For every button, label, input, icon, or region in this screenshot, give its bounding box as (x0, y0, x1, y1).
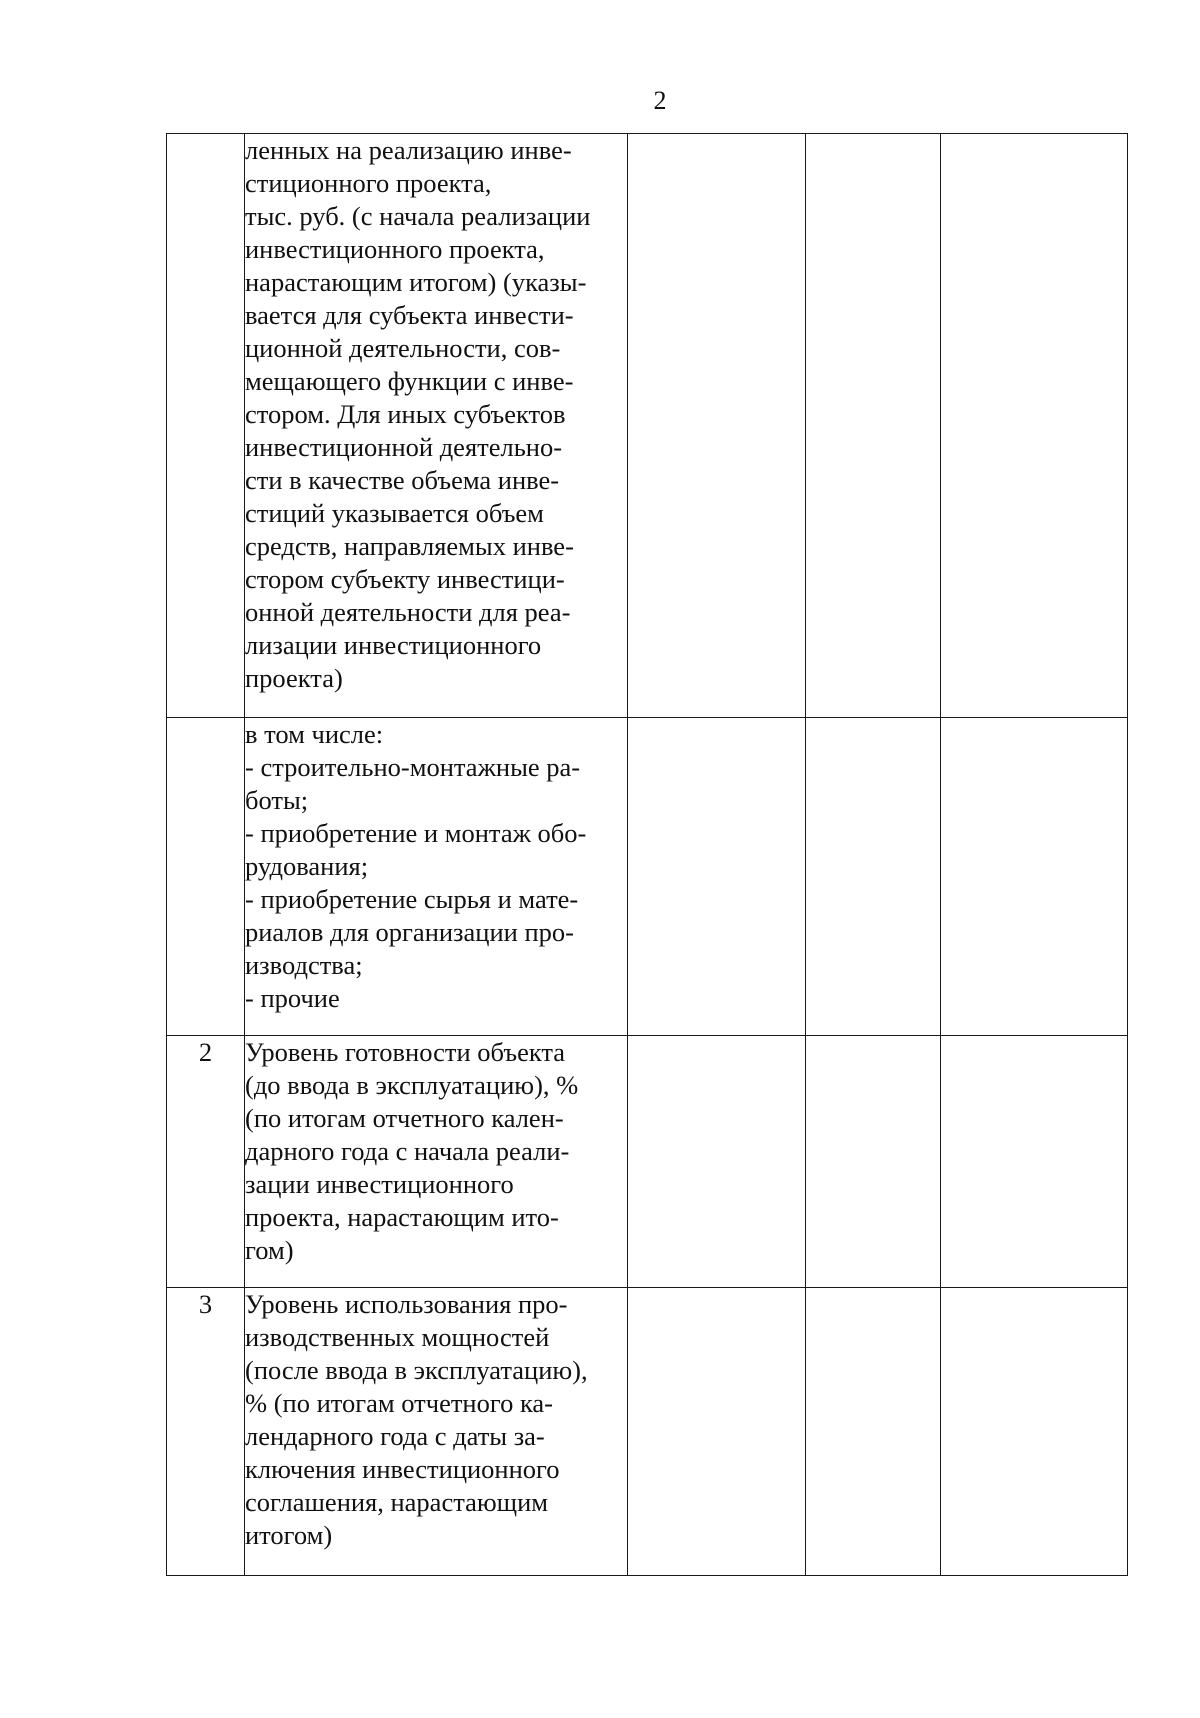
text-line: лизации инвестиционного (245, 630, 542, 660)
text-line: средств, направляемых инве- (245, 531, 574, 561)
text-line: мещающего функции с инве- (245, 366, 574, 396)
text-line: ционной деятельности, сов- (245, 333, 561, 363)
empty-cell (806, 134, 941, 718)
empty-cell (941, 718, 1128, 1036)
text-line: соглашения, нарастающим (245, 1487, 549, 1517)
text-line: тыс. руб. (с начала реализации (245, 201, 591, 231)
empty-cell (941, 1036, 1128, 1288)
empty-cell (941, 134, 1128, 718)
text-line: в том числе: (245, 719, 384, 749)
indicators-table (166, 133, 1128, 1576)
text-line: ключения инвестиционного (245, 1454, 560, 1484)
empty-cell (628, 1288, 806, 1576)
indicator-cell (245, 1036, 628, 1288)
empty-cell (806, 1288, 941, 1576)
row-number-cell: 3 (167, 1288, 245, 1576)
text-line: изводственных мощностей (245, 1322, 550, 1352)
empty-cell (628, 718, 806, 1036)
text-line: стиционного проекта, (245, 168, 492, 198)
text-line: (до ввода в эксплуатацию), % (245, 1070, 579, 1100)
row-number-cell (167, 718, 245, 1036)
text-line: стиций указывается объем (245, 498, 544, 528)
indicator-cell (245, 718, 628, 1036)
text-line: изводства; (245, 950, 363, 980)
text-line: - прочие (245, 983, 340, 1013)
table-row (167, 1288, 1128, 1576)
text-line: рудования; (245, 851, 369, 881)
row-number-cell (167, 134, 245, 718)
text-line: стором субъекту инвестици- (245, 564, 565, 594)
table-row (167, 134, 1128, 718)
text-line: - приобретение сырья и мате- (245, 884, 579, 914)
text-line: ленных на реализацию инве- (245, 135, 572, 165)
text-line: (после ввода в эксплуатацию), (245, 1355, 588, 1385)
empty-cell (628, 134, 806, 718)
page-number: 2 (653, 86, 667, 115)
text-line: Уровень готовности объекта (245, 1037, 566, 1067)
empty-cell (628, 1036, 806, 1288)
text-line: - строительно-монтажные ра- (245, 752, 581, 782)
text-line: сти в качестве объема инве- (245, 465, 560, 495)
empty-cell (941, 1288, 1128, 1576)
table-row (167, 1036, 1128, 1288)
text-line: проекта, нарастающим ито- (245, 1202, 559, 1232)
text-line: гом) (245, 1235, 294, 1265)
text-line: боты; (245, 785, 309, 815)
row-number-cell: 2 (167, 1036, 245, 1288)
text-line: нарастающим итогом) (указы- (245, 267, 587, 297)
indicator-cell (245, 1288, 628, 1576)
text-line: % (по итогам отчетного ка- (245, 1388, 553, 1418)
empty-cell (806, 718, 941, 1036)
text-line: дарного года с начала реали- (245, 1136, 570, 1166)
text-line: (по итогам отчетного кален- (245, 1103, 564, 1133)
text-line: зации инвестиционного (245, 1169, 514, 1199)
text-line: инвестиционной деятельно- (245, 432, 563, 462)
text-line: вается для субъекта инвести- (245, 300, 574, 330)
text-line: итогом) (245, 1520, 333, 1550)
text-line: лендарного года с даты за- (245, 1421, 545, 1451)
text-line: инвестиционного проекта, (245, 234, 545, 264)
text-line: проекта) (245, 663, 343, 693)
text-line: стором. Для иных субъектов (245, 399, 566, 429)
text-line: Уровень использования про- (245, 1289, 568, 1319)
text-line: - приобретение и монтаж обо- (245, 818, 587, 848)
text-line: онной деятельности для реа- (245, 597, 571, 627)
text-line: риалов для организации про- (245, 917, 574, 947)
indicator-cell (245, 134, 628, 718)
table-row (167, 718, 1128, 1036)
empty-cell (806, 1036, 941, 1288)
